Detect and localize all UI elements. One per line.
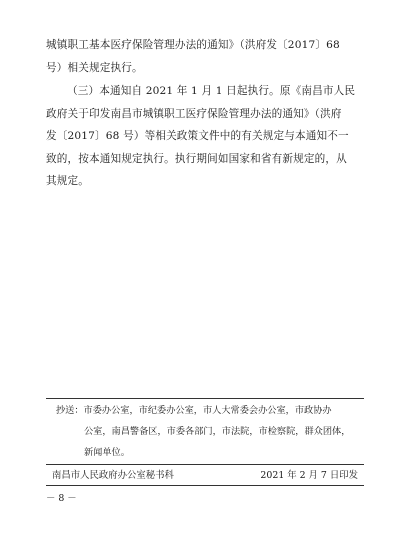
text-line: 致的，按本通知规定执行。执行期间如国家和省有新规定的，从	[46, 152, 347, 165]
text-line: 其规定。	[46, 175, 89, 187]
cc-line: 新闻单位。	[84, 447, 130, 458]
issue-date: 2021 年 2 月 7 日印发	[260, 470, 358, 481]
cc-line: 公室，南昌警备区，市委各部门，市法院，市检察院，群众团体，	[84, 426, 351, 437]
cc-block	[56, 400, 356, 463]
issuer-name: 南昌市人民政府办公室秘书科	[52, 470, 174, 481]
text-line: 发〔2017〕68 号）等相关政策文件中的有关规定与本通知不一	[46, 130, 349, 142]
divider-top	[46, 398, 364, 399]
text-line: （三）本通知自 2021 年 1 月 1 日起执行。原《南昌市人民	[67, 85, 356, 97]
cc-line: 抄送：市委办公室，市纪委办公室，市人大常委会办公室，市政协办	[56, 405, 332, 416]
body-paragraph-three	[46, 80, 364, 193]
divider-middle	[46, 464, 364, 465]
text-line: 城镇职工基本医疗保险管理办法的通知》（洪府发〔2017〕68	[46, 39, 340, 51]
text-line: 号）相关规定执行。	[46, 61, 143, 74]
text-line: 政府关于印发南昌市城镇职工医疗保险管理办法的通知》（洪府	[46, 107, 342, 120]
page-number: － 8 －	[46, 493, 77, 504]
body-paragraph-continuation	[46, 34, 364, 79]
divider-bottom	[46, 485, 364, 486]
